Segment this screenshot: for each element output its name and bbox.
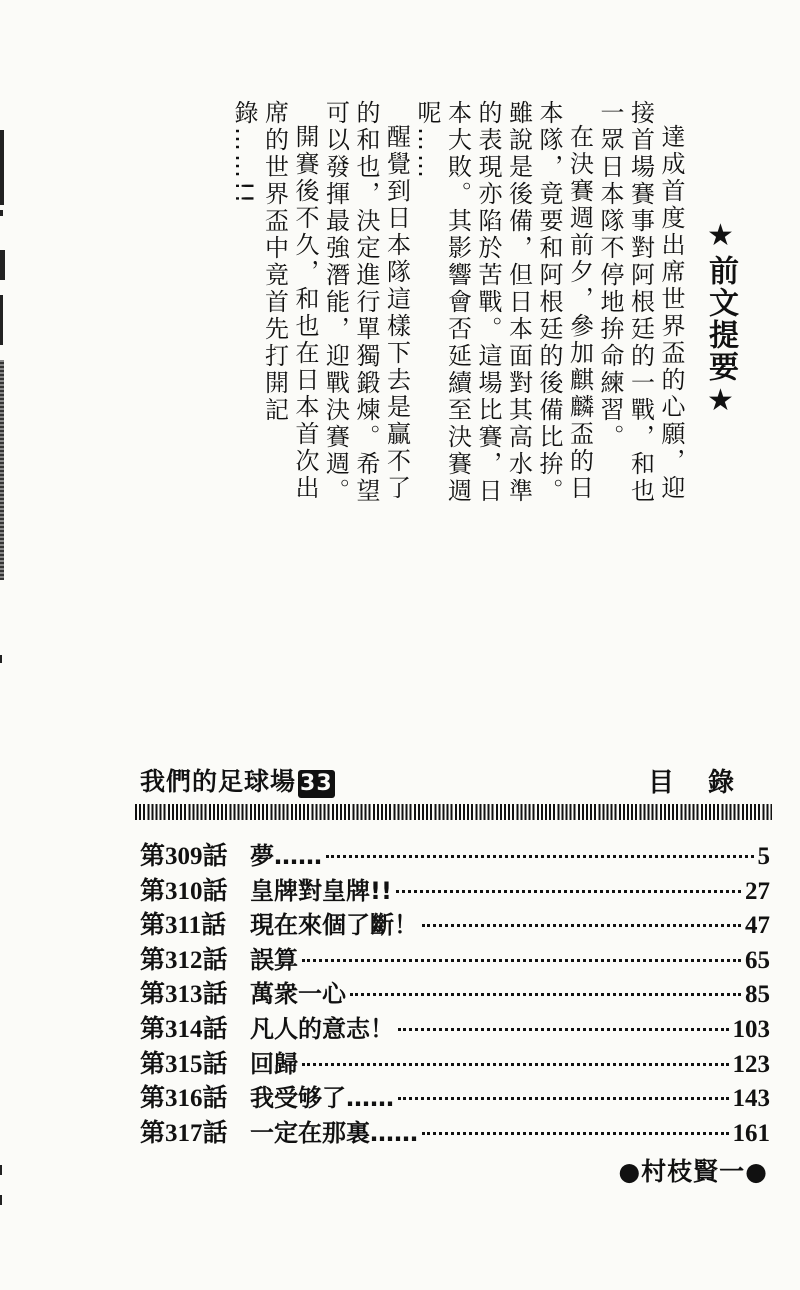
scan-edge-mark	[0, 655, 2, 663]
toc-row	[140, 940, 770, 975]
chapter-number: 第309話	[140, 843, 228, 870]
synopsis-paragraph: 醒覺到日本隊這樣下去是贏不了的和也，決定進行單獨鍛煉。希望可以發揮最強潛能，迎戰決賽週。	[321, 100, 411, 505]
chapter-title: 凡人的意志！	[250, 1014, 394, 1043]
chapter-number: 第317話	[140, 1119, 228, 1147]
dot-leader	[422, 924, 741, 927]
synopsis-heading: ★前文提要★	[703, 218, 738, 420]
chapter-title: 誤算	[250, 945, 298, 974]
toc-header	[140, 762, 772, 796]
synopsis-paragraph: 達成首度出席世界盃的心願，迎接首場賽事對阿根廷的一戰，和也一眾日本隊不停地拚命練習。	[596, 100, 685, 505]
toc-row	[140, 1078, 770, 1113]
page-number: 85	[745, 981, 770, 1009]
chapter-number: 第310話	[140, 877, 228, 905]
chapter-number: 第316話	[140, 1085, 228, 1113]
scan-edge-mark	[0, 1195, 2, 1205]
toc-row	[140, 1009, 770, 1044]
dot-leader	[302, 1063, 729, 1066]
dot-leader	[398, 1097, 729, 1100]
chapter-number: 第315話	[140, 1050, 228, 1078]
page-number: 47	[745, 912, 770, 940]
dot-leader	[422, 1132, 729, 1135]
synopsis-paragraph: 在決賽週前夕，參加麒麟盃的日本隊，竟要和阿根廷的後備比拚。雖說是後備，但日本面對其高水準的表現亦陷於苦戰。這場比賽，日本大敗。其影響會否延續至決賽週呢……	[413, 100, 594, 505]
page-number: 5	[757, 843, 770, 870]
scan-edge-mark	[0, 1165, 2, 1175]
page-number: 65	[745, 946, 770, 974]
dot-leader	[396, 890, 741, 893]
toc-row	[140, 905, 770, 940]
page-number: 27	[745, 877, 770, 905]
chapter-number: 第313話	[140, 981, 228, 1009]
synopsis-body	[229, 100, 687, 525]
author-credit: ●村枝賢一●	[618, 1157, 768, 1186]
series-title	[140, 762, 335, 798]
dot-leader	[350, 993, 741, 996]
synopsis-paragraph: 開賽後不久，和也在日本首次出席的世界盃中竟首先打開記錄……!!	[230, 100, 319, 502]
dot-leader	[398, 1028, 729, 1031]
toc-row	[140, 1044, 770, 1079]
volume-badge: 33	[300, 771, 333, 796]
chapter-title: 回歸	[250, 1049, 298, 1078]
scan-edge-mark	[0, 295, 3, 345]
toc-row	[140, 836, 770, 871]
chapter-title: 萬衆一心	[250, 980, 346, 1009]
dot-leader	[302, 959, 741, 962]
toc-row	[140, 871, 770, 906]
toc-list	[140, 836, 770, 1147]
page-number: 123	[732, 1050, 770, 1078]
scan-edge-mark	[0, 360, 4, 580]
chapter-title: 我受够了……	[250, 1084, 394, 1113]
series-title-text: 我們的足球場	[140, 767, 297, 796]
synopsis-section	[230, 100, 740, 525]
page-number: 143	[732, 1085, 770, 1113]
page-number: 103	[732, 1015, 770, 1043]
barcode-divider	[135, 804, 772, 820]
scan-edge-mark	[0, 210, 3, 216]
chapter-title: 一定在那裏……	[250, 1118, 418, 1147]
page-number: 161	[732, 1119, 770, 1147]
scan-edge-mark	[0, 130, 4, 205]
toc-row	[140, 1113, 770, 1148]
chapter-title: 現在來個了斷！	[250, 911, 418, 940]
dot-leader	[326, 855, 754, 858]
toc-row	[140, 974, 770, 1009]
chapter-number: 第312話	[140, 946, 228, 974]
chapter-number: 第314話	[140, 1015, 228, 1043]
chapter-title: 皇牌對皇牌!!	[250, 876, 392, 905]
toc-label: 目錄	[647, 768, 768, 798]
scan-edge-mark	[0, 250, 5, 280]
chapter-title: 夢……	[250, 842, 322, 870]
chapter-number: 第311話	[140, 912, 227, 940]
